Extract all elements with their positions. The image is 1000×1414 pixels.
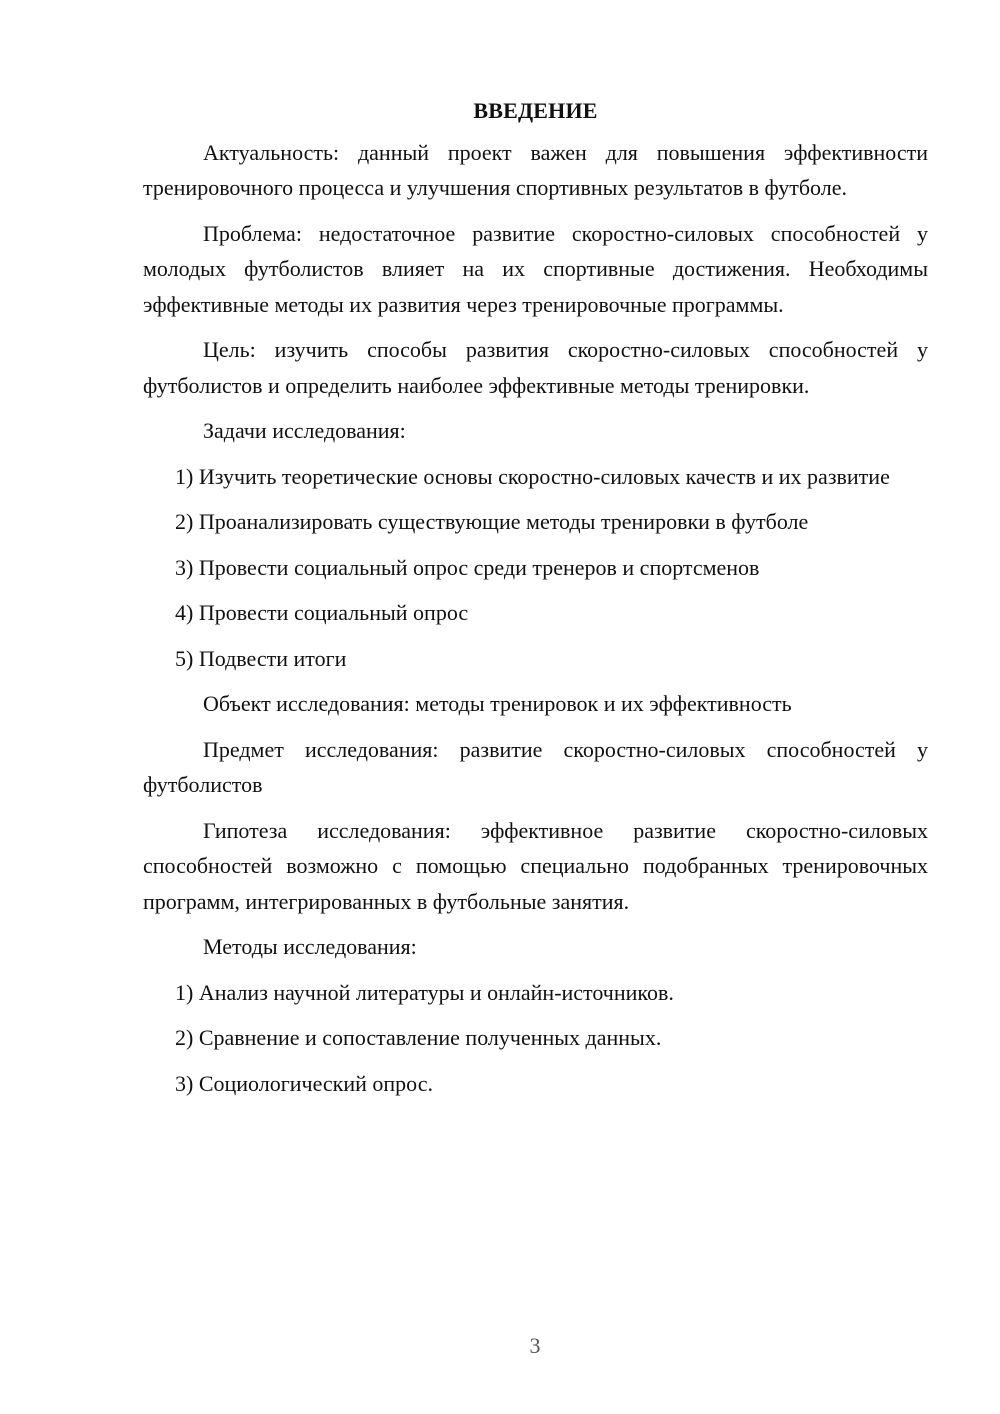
goal-paragraph: Цель: изучить способы развития скоростно-силовых способностей у футболистов и определить наиболее эффективные методы тренировки.	[143, 337, 928, 398]
page-number: 3	[529, 1333, 541, 1358]
methods-heading: Методы исследования:	[203, 934, 417, 959]
method-item: 3) Социологический опрос.	[175, 1070, 433, 1096]
relevance-paragraph: Актуальность: данный проект важен для повышения эффективности тренировочного процесса и улучшения спортивных результатов в футболе.	[143, 139, 928, 200]
problem-paragraph: Проблема: недостаточное развитие скоростно-силовых способностей у молодых футболистов влияет на их спортивные достижения. Необходимы эффективные методы их развития через тренировочные программы.	[143, 220, 928, 317]
method-item: 1) Анализ научной литературы и онлайн-источников.	[175, 979, 674, 1005]
task-item: 1) Изучить теоретические основы скоростно-силовых качеств и их развитие	[175, 463, 890, 489]
subject-paragraph: Предмет исследования: развитие скоростно-силовых способностей у футболистов	[143, 736, 928, 797]
page-content	[143, 93, 928, 1111]
task-item: 2) Проанализировать существующие методы тренировки в футболе	[175, 509, 809, 534]
method-item: 2) Сравнение и сопоставление полученных данных.	[175, 1025, 662, 1050]
object-paragraph: Объект исследования: методы тренировок и их эффективность	[203, 691, 792, 716]
tasks-heading: Задачи исследования:	[203, 418, 406, 443]
task-item: 5) Подвести итоги	[175, 645, 347, 671]
hypothesis-paragraph: Гипотеза исследования: эффективное развитие скоростно-силовых способностей возможно с помощью специально подобранных тренировочных программ, интегрированных в футбольные занятия.	[143, 817, 928, 914]
task-item: 4) Провести социальный опрос	[175, 600, 469, 625]
task-item: 3) Провести социальный опрос среди тренеров и спортсменов	[175, 554, 760, 580]
section-title: ВВЕДЕНИЕ	[473, 98, 598, 123]
